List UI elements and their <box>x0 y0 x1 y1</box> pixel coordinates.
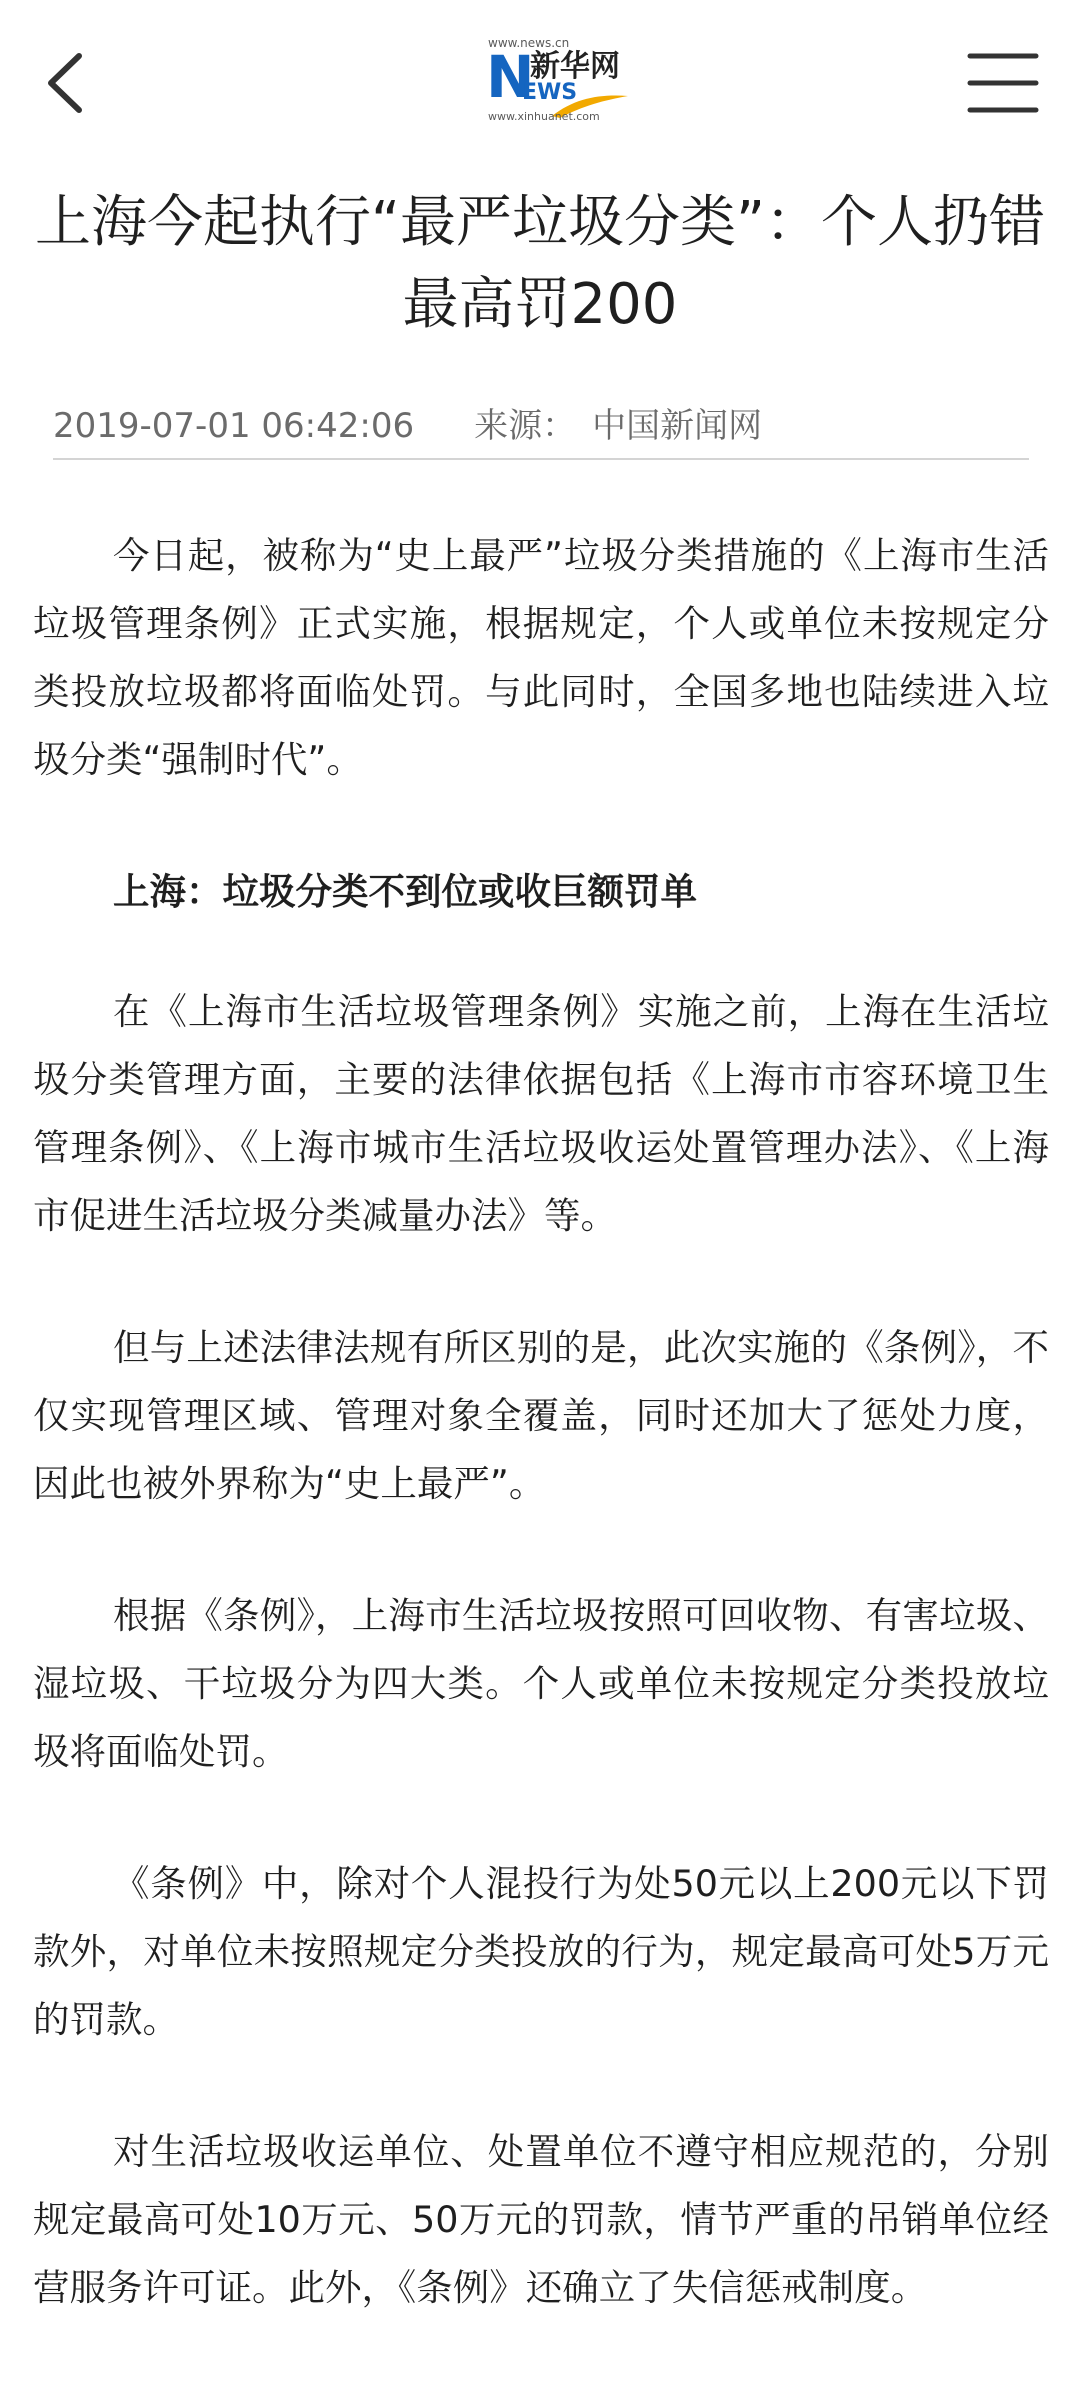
article-title: 上海今起执行“最严垃圾分类”：个人扔错最高罚200 <box>34 190 1046 337</box>
source-name[interactable]: 中国新闻网 <box>592 406 763 446</box>
menu-button[interactable] <box>948 38 1058 128</box>
logo-url-top: www.news.cn <box>488 36 570 50</box>
back-button[interactable] <box>22 38 112 128</box>
article-paragraph: 根据《条例》，上海市生活垃圾按照可回收物、有害垃圾、湿垃圾、干垃圾分为四大类。个人或单位未按规定分类投放垃圾将面临处罚。 <box>33 1594 1049 1773</box>
article-paragraph: 对生活垃圾收运单位、处置单位不遵守相应规范的，分别规定最高可处10万元、50万元的罚款，情节严重的吊销单位经营服务许可证。此外，《条例》还确立了失信惩戒制度。 <box>33 2130 1049 2309</box>
logo-site-name: 新华网 <box>530 49 620 84</box>
article-meta <box>53 398 762 447</box>
article-paragraph: 《条例》中，除对个人混投行为处50元以上200元以下罚款外，对单位未按照规定分类投放的行为，规定最高可处5万元的罚款。 <box>33 1862 1049 2041</box>
logo-url-bottom: www.xinhuanet.com <box>488 110 600 123</box>
article-paragraph: 在《上海市生活垃圾管理条例》实施之前，上海在生活垃圾分类管理方面，主要的法律依据包括《上海市市容环境卫生管理条例》、《上海市城市生活垃圾收运处置管理办法》、《上海市促进生活垃圾分类减量办法》等。 <box>33 990 1049 1237</box>
article-body <box>33 522 1049 2386</box>
logo-news-n: N <box>486 43 535 111</box>
article-paragraph: 但与上述法律法规有所区别的是，此次实施的《条例》，不仅实现管理区域、管理对象全覆盖，同时还加大了惩处力度，因此也被外界称为“史上最严”。 <box>33 1326 1049 1505</box>
article-paragraph: 今日起，被称为“史上最严”垃圾分类措施的《上海市生活垃圾管理条例》正式实施，根据规定，个人或单位未按规定分类投放垃圾都将面临处罚。与此同时，全国多地也陆续进入垃圾分类“强制时代”。 <box>33 534 1049 781</box>
top-bar <box>0 0 1080 150</box>
publish-datetime: 2019-07-01 06:42:06 <box>53 406 415 446</box>
source-label: 来源： <box>474 406 577 446</box>
logo-news-ews: EWS <box>522 80 578 105</box>
xinhua-logo[interactable] <box>480 30 630 130</box>
hamburger-menu-icon <box>966 50 1040 116</box>
article-subheading: 上海：垃圾分类不到位或收巨额罚单 <box>113 870 697 913</box>
meta-divider <box>53 458 1029 460</box>
chevron-left-icon <box>37 48 97 118</box>
